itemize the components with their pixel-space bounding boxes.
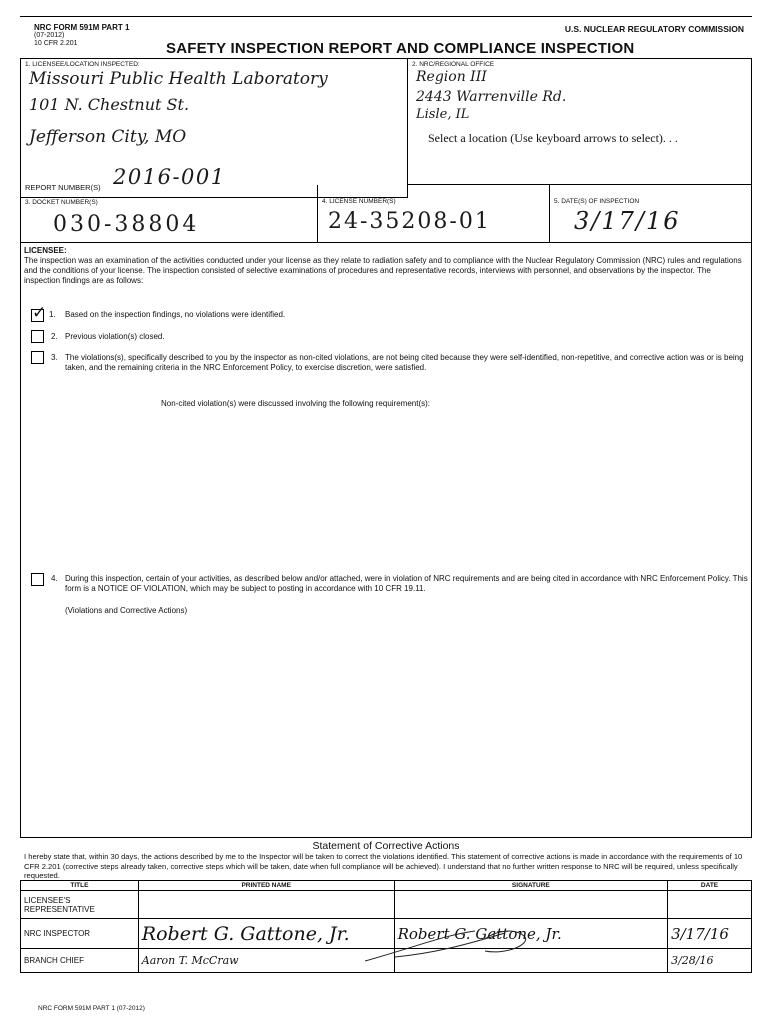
item-3-checkbox[interactable] xyxy=(31,351,44,364)
row-title: LICENSEE'S REPRESENTATIVE xyxy=(21,891,139,919)
license-number-box xyxy=(317,185,550,243)
corrective-actions-heading: Statement of Corrective Actions xyxy=(312,840,460,852)
item-1-check-mark: ✓ xyxy=(32,303,47,323)
regional-office-label: 2. NRC/REGIONAL OFFICE xyxy=(412,61,495,68)
regional-office-street[interactable]: 2443 Warrenville Rd. xyxy=(416,89,567,105)
col-printed-name-header: PRINTED NAME xyxy=(138,881,394,891)
form-id-block xyxy=(34,24,129,48)
printed-name-cell[interactable] xyxy=(138,891,394,919)
item-2-number: 2. xyxy=(51,332,58,341)
docket-number-box xyxy=(20,197,318,243)
violations-label: (Violations and Corrective Actions) xyxy=(65,606,188,615)
licensee-city[interactable]: Jefferson City, MO xyxy=(29,127,187,147)
signature-cell[interactable] xyxy=(394,949,667,973)
signature-table xyxy=(20,880,752,973)
signature-cell[interactable] xyxy=(394,891,667,919)
col-signature-header: SIGNATURE xyxy=(394,881,667,891)
report-number-label: REPORT NUMBER(S) xyxy=(25,183,101,192)
agency-name: U.S. NUCLEAR REGULATORY COMMISSION xyxy=(564,24,744,34)
printed-name-cell[interactable]: Aaron T. McCraw xyxy=(138,949,394,973)
printed-name-cell[interactable]: Robert G. Gattone, Jr. xyxy=(138,919,394,949)
form-regulation: 10 CFR 2.201 xyxy=(34,40,78,47)
item-1-text: Based on the inspection findings, no violations were identified. xyxy=(65,310,286,319)
date-cell[interactable]: 3/17/16 xyxy=(668,919,752,949)
item-2-text: Previous violation(s) closed. xyxy=(65,332,165,341)
row-title: BRANCH CHIEF xyxy=(21,949,139,973)
inspection-date-label: 5. DATE(S) OF INSPECTION xyxy=(554,198,640,205)
form-number: NRC FORM 591M PART 1 xyxy=(34,23,130,32)
corrective-actions-statement: I hereby state that, within 30 days, the actions described by me to the Inspector will be taken to correct the violations identified. This statement of corrective actions is made in accordance with the requirements of 10 CFR 2.201 (corrective steps already taken, corrective steps which will be taken, date when full compliance will be achieved). I understand that no further written response to NRC will be required, unless specifically requested. xyxy=(24,852,743,880)
regional-office-city[interactable]: Lisle, IL xyxy=(416,107,470,122)
licensee-location-box xyxy=(20,58,408,198)
inspection-date-value[interactable]: 3/17/16 xyxy=(574,207,681,235)
top-rule xyxy=(20,16,752,17)
row-title: NRC INSPECTOR xyxy=(21,919,139,949)
item-2-checkbox[interactable] xyxy=(31,330,44,343)
col-title-header: TITLE xyxy=(21,881,139,891)
findings-box xyxy=(20,242,752,838)
licensee-name[interactable]: Missouri Public Health Laboratory xyxy=(29,69,328,89)
form-page xyxy=(16,0,756,1020)
item-3-text: The violations(s), specifically described to you by the inspector as non-cited violations, are not being cited because they were self-identified, non-repetitive, and corrective action was or is being taken, and the remaining criteria in the NRC Enforcement Policy, to exercise discretion, were satisfied. xyxy=(65,353,744,372)
date-cell[interactable] xyxy=(668,891,752,919)
item-1-number: 1. xyxy=(49,310,56,319)
docket-number-value[interactable]: 030-38804 xyxy=(53,212,200,237)
form-revision: (07-2012) xyxy=(34,32,65,39)
date-cell[interactable]: 3/28/16 xyxy=(668,949,752,973)
licensee-location-label: 1. LICENSEE/LOCATION INSPECTED: xyxy=(25,61,140,68)
report-number-value[interactable]: 2016-001 xyxy=(113,165,226,189)
item-1-checkbox[interactable] xyxy=(31,303,47,323)
regional-office-box xyxy=(407,58,752,185)
table-row xyxy=(21,891,752,919)
signature-cell[interactable]: Robert G. Gattone, Jr. xyxy=(394,919,667,949)
form-footer: NRC FORM 591M PART 1 (07-2012) xyxy=(38,1005,145,1012)
licensee-street[interactable]: 101 N. Chestnut St. xyxy=(29,95,190,114)
docket-number-label: 3. DOCKET NUMBER(S) xyxy=(25,199,98,206)
branch-chief-signature-scribble xyxy=(355,927,575,967)
item-4-number: 4. xyxy=(51,574,58,583)
license-number-label: 4. LICENSE NUMBER(S) xyxy=(322,198,396,205)
location-select-prompt[interactable]: Select a location (Use keyboard arrows to select). . . xyxy=(428,131,678,145)
table-row xyxy=(21,949,752,973)
licensee-heading: LICENSEE: xyxy=(24,246,67,255)
col-date-header: DATE xyxy=(668,881,752,891)
inspection-date-box xyxy=(549,185,752,243)
inspection-intro: The inspection was an examination of the activities conducted under your license as they relate to radiation safety and to compliance with the Nuclear Regulatory Commission (NRC) rules and regulations and the conditions of your license. The inspection consisted of selective examinations of procedures and representative records, interviews with personnel, and observations by the inspector. The inspection findings are as follows: xyxy=(24,256,742,285)
regional-office-name[interactable]: Region III xyxy=(416,69,487,85)
item-4-checkbox[interactable] xyxy=(31,573,44,586)
item-3-number: 3. xyxy=(51,353,58,362)
license-number-value[interactable]: 24-35208-01 xyxy=(328,209,491,234)
item-4-text: During this inspection, certain of your activities, as described below and/or attached, were in violation of NRC requirements and are being cited in accordance with NRC Enforcement Policy. This form is a NOTICE OF VIOLATION, which may be subject to posting in accordance with 10 CFR 19.11. xyxy=(65,574,748,593)
noncited-requirements-label: Non-cited violation(s) were discussed involving the following requirement(s): xyxy=(161,399,431,408)
form-title: SAFETY INSPECTION REPORT AND COMPLIANCE INSPECTION xyxy=(166,40,635,57)
